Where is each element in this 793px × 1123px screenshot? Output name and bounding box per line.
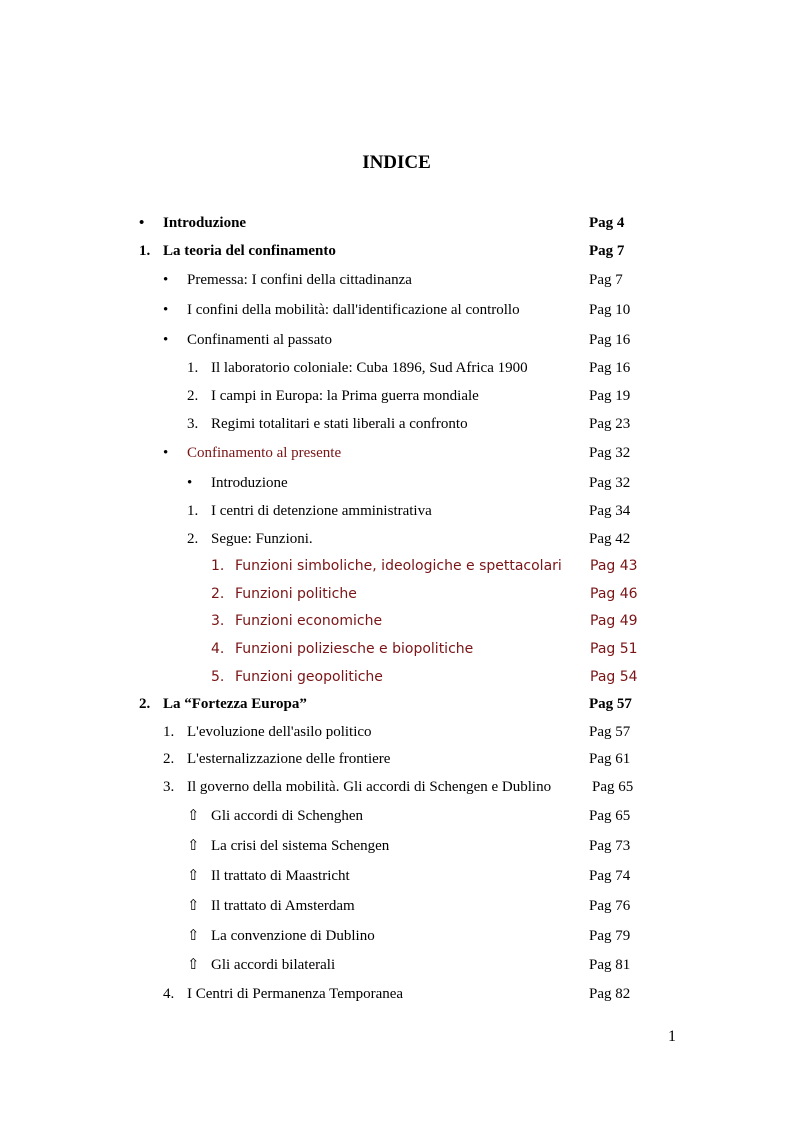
toc-entry-title: I campi in Europa: la Prima guerra mondiale — [211, 388, 479, 404]
toc-entry — [0, 328, 793, 352]
toc-entry-title: Regimi totalitari e stati liberali a confronto — [211, 416, 468, 432]
toc-entry — [0, 554, 793, 578]
toc-entry — [0, 239, 793, 263]
bullet-marker: • — [139, 215, 145, 231]
toc-entry-page: Pag 23 — [589, 416, 631, 432]
toc-entry-title: L'esternalizzazione delle frontiere — [187, 751, 391, 767]
number-marker: 4. — [211, 641, 225, 657]
number-marker: 3. — [163, 779, 175, 795]
number-marker: 1. — [139, 243, 151, 259]
toc-entry-title: I centri di detenzione amministrativa — [211, 503, 432, 519]
number-marker: 1. — [163, 724, 175, 740]
arrow-up-icon: ⇧ — [187, 898, 200, 914]
toc-entry-title: Confinamenti al passato — [187, 332, 332, 348]
toc-entry-page: Pag 65 — [592, 779, 634, 795]
toc-entry-page: Pag 7 — [589, 272, 623, 288]
toc-entry — [0, 747, 793, 771]
number-marker: 1. — [187, 360, 199, 376]
toc-entry-title: Premessa: I confini della cittadinanza — [187, 272, 412, 288]
toc-entry-title: Gli accordi bilaterali — [211, 957, 336, 973]
toc-entry-title: Funzioni geopolitiche — [235, 669, 383, 685]
toc-entry — [0, 356, 793, 380]
toc-entry-title: Confinamento al presente — [187, 445, 342, 461]
toc-entry-title: Introduzione — [211, 475, 288, 491]
toc-entry-title: Funzioni poliziesche e biopolitiche — [235, 641, 474, 657]
toc-entry-title: Gli accordi di Schenghen — [211, 808, 364, 824]
toc-entry-title: La teoria del confinamento — [163, 243, 336, 259]
toc-entry-page: Pag 82 — [589, 986, 631, 1002]
number-marker: 2. — [163, 751, 175, 767]
toc-entry — [0, 499, 793, 523]
number-marker: 3. — [211, 613, 225, 629]
toc-entry — [0, 637, 793, 661]
toc-entry — [0, 864, 793, 888]
number-marker: 5. — [211, 669, 225, 685]
toc-entry-page: Pag 32 — [589, 475, 631, 491]
toc-entry — [0, 924, 793, 948]
toc-entry-title: Funzioni simboliche, ideologiche e spettacolari — [235, 558, 562, 574]
toc-entry-page: Pag 4 — [589, 215, 625, 231]
toc-entry-title: Il trattato di Amsterdam — [211, 898, 355, 914]
toc-entry-page: Pag 16 — [589, 332, 631, 348]
toc-entry-page: Pag 43 — [590, 558, 638, 574]
toc-entry-page: Pag 42 — [589, 531, 631, 547]
page-number: 1 — [668, 1028, 676, 1045]
toc-entry-page: Pag 32 — [589, 445, 631, 461]
toc-entry-title: Il laboratorio coloniale: Cuba 1896, Sud Africa 1900 — [211, 360, 528, 376]
toc-entry — [0, 834, 793, 858]
toc-entry-title: L'evoluzione dell'asilo politico — [187, 724, 372, 740]
number-marker: 3. — [187, 416, 199, 432]
toc-entry — [0, 471, 793, 495]
toc-entry-page: Pag 49 — [590, 613, 638, 629]
toc-entry — [0, 412, 793, 436]
toc-entry — [0, 268, 793, 292]
arrow-up-icon: ⇧ — [187, 928, 200, 944]
toc-entry — [0, 298, 793, 322]
toc-entry-page: Pag 51 — [590, 641, 638, 657]
toc-entry-page: Pag 19 — [589, 388, 631, 404]
toc-entry-page: Pag 65 — [589, 808, 631, 824]
toc-entry — [0, 211, 793, 235]
page-title: INDICE — [362, 152, 431, 173]
bullet-marker: • — [163, 272, 169, 288]
toc-entry — [0, 775, 793, 799]
toc-entry-page: Pag 10 — [589, 302, 631, 318]
toc-entry-page: Pag 76 — [589, 898, 631, 914]
toc-entry-page: Pag 57 — [589, 724, 631, 740]
bullet-marker: • — [163, 445, 169, 461]
toc-entry-title: I confini della mobilità: dall'identificazione al controllo — [187, 302, 520, 318]
number-marker: 4. — [163, 986, 175, 1002]
toc-entry-page: Pag 61 — [589, 751, 631, 767]
arrow-up-icon: ⇧ — [187, 868, 200, 884]
arrow-up-icon: ⇧ — [187, 838, 200, 854]
toc-entry-page: Pag 73 — [589, 838, 631, 854]
toc-entry — [0, 665, 793, 689]
toc-entry — [0, 692, 793, 716]
toc-entry-title: Il governo della mobilità. Gli accordi di Schengen e Dublino — [187, 779, 552, 795]
arrow-up-icon: ⇧ — [187, 957, 200, 973]
toc-entry — [0, 982, 793, 1006]
arrow-up-icon: ⇧ — [187, 808, 200, 824]
toc-entry — [0, 384, 793, 408]
number-marker: 1. — [211, 558, 225, 574]
number-marker: 2. — [187, 388, 199, 404]
toc-entry — [0, 609, 793, 633]
toc-entry-title: Il trattato di Maastricht — [211, 868, 350, 884]
toc-entry-page: Pag 54 — [590, 669, 638, 685]
bullet-marker: • — [163, 302, 169, 318]
toc-entry-page: Pag 57 — [589, 696, 632, 712]
number-marker: 2. — [211, 586, 225, 602]
toc-entry — [0, 720, 793, 744]
toc-entry-title: Introduzione — [163, 215, 247, 231]
toc-entry-title: I Centri di Permanenza Temporanea — [187, 986, 404, 1002]
toc-entry-title: La crisi del sistema Schengen — [211, 838, 390, 854]
bullet-marker: • — [187, 475, 193, 491]
toc-entry-title: Funzioni politiche — [235, 586, 357, 602]
toc-entry — [0, 527, 793, 551]
toc-entry — [0, 582, 793, 606]
toc-entry-title: Segue: Funzioni. — [211, 531, 313, 547]
toc-entry-page: Pag 34 — [589, 503, 631, 519]
toc-entry — [0, 953, 793, 977]
number-marker: 2. — [187, 531, 199, 547]
toc-entry-page: Pag 7 — [589, 243, 625, 259]
toc-entry-page: Pag 79 — [589, 928, 631, 944]
toc-entry-title: La “Fortezza Europa” — [163, 696, 307, 712]
toc-entry — [0, 894, 793, 918]
toc-entry-page: Pag 46 — [590, 586, 638, 602]
toc-entry-title: La convenzione di Dublino — [211, 928, 375, 944]
toc-entry-page: Pag 74 — [589, 868, 631, 884]
toc-entry — [0, 804, 793, 828]
toc-entry-title: Funzioni economiche — [235, 613, 383, 629]
toc-entry — [0, 441, 793, 465]
toc-entry-page: Pag 16 — [589, 360, 631, 376]
toc-entry-page: Pag 81 — [589, 957, 631, 973]
number-marker: 1. — [187, 503, 199, 519]
bullet-marker: • — [163, 332, 169, 348]
number-marker: 2. — [139, 696, 151, 712]
